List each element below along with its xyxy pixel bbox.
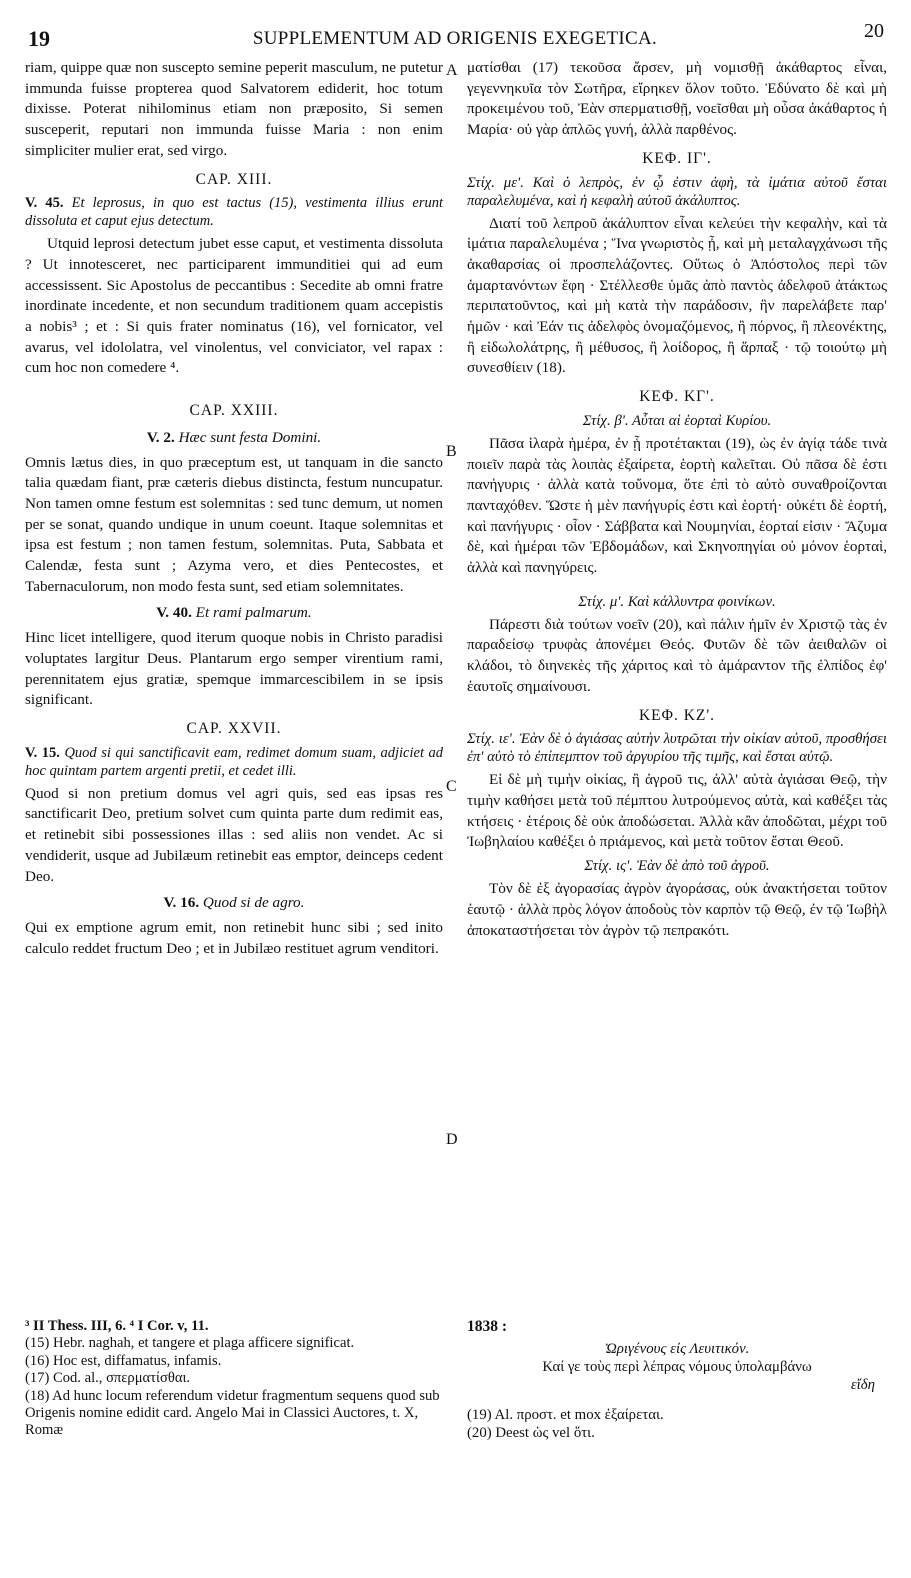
- footnotes-right: [467, 1318, 887, 1442]
- footnote-notes: [467, 1406, 887, 1442]
- verse-text: Et rami palmarum.: [195, 604, 312, 622]
- verse-text: Quod si de agro.: [202, 894, 305, 912]
- page-header: [20, 18, 890, 51]
- latin-paragraph: Quod si non pretium domus vel agri quis, sed eas ipsas res sanctificarit Deo, pretium solvet cum quinta parte dum redimit eas, et retinebit sibi possessiones illas : sed aliis non vendet. Ac si vendiderit, usque ad Jubilæum retinebit eas emptor, deinceps cedent Deo.: [25, 784, 443, 885]
- verse-heading: Στίχ. με'. Καὶ ὁ λεπρὸς, ἐν ᾧ ἐστιν ἀφὴ, τὰ ἱμάτια αὐτοῦ ἔσται παραλελυμένα, καὶ ἡ κεφαλὴ αὐτοῦ ἀκάλυπτος.: [467, 174, 887, 209]
- chapter-heading: CAP. XXIII.: [189, 402, 279, 420]
- verse-label: V. 15.: [25, 744, 60, 761]
- verse-label: V. 16.: [163, 894, 200, 912]
- greek-paragraph: ματίσθαι (17) τεκοῦσα ἄρσεν, μὴ νομισθῇ ἀκάθαρτος εἶναι, γεγεννηκυῖα τὸν Σωτῆρα, εἴρηκεν ὅλον τοῦτο. Ἐδύνατο δὲ καὶ μὴ προκειμένου τοῦ, Ἐὰν σπερματισθῇ, νοεῖσθαι μὴ οὖσα ἀκάθαρτος ἡ Μαρία· οὐ γὰρ ἁπλῶς γυνή, ἀλλὰ παρθένος.: [467, 59, 887, 139]
- chapter-heading: ΚΕΦ. ΚΓ'.: [639, 388, 715, 406]
- greek-paragraph: Τὸν δὲ ἐξ ἀγορασίας ἀγρὸν ἀγοράσας, οὐκ ἀνακτήσεται τοῦτον ἑαυτῷ · ἀλλὰ πρὸς λόγον ἀποδοὺς τὸν καρπὸν τῷ Θεῷ, ἐν τῷ Ἰωβὴλ ἀποκαταστήσεται τὸν ἀγρὸν τῷ πεπρακότι.: [467, 880, 887, 939]
- footnote: (15) Hebr. naghah, et tangere et plaga afficere significat.: [25, 1335, 355, 1352]
- chapter-heading: ΚΕΦ. ΚΖ'.: [638, 706, 716, 724]
- greek-paragraph: Εἰ δὲ μὴ τιμὴν οἰκίας, ἢ ἀγροῦ τις, ἀλλ' αὐτὰ ἁγιάσαι Θεῷ, τὴν τιμὴν καθήσει μετὰ τοῦ πέμπτου λυτρούμενος αὐτὰ, καὶ καθέξει τὰς κτήσεις · ἑτέροις δὲ οὐκ ἀποδώσεται. Ἀλλὰ κἂν ἀποδῶται, μέχρι τοῦ Ἰωβηλαίου καθέξει ὁ πριάμενος, καὶ μετὰ τοῦτον ἔσται Θεοῦ.: [467, 771, 887, 851]
- footnote-quote-end: εἴδη: [850, 1377, 875, 1393]
- verse-heading: [25, 893, 443, 914]
- greek-paragraph: Διατί τοῦ λεπροῦ ἀκάλυπτον εἶναι κελεύει τὴν κεφαλὴν, καὶ τὰ ἱμάτια παραλελυμένα ; Ἵνα γνωριστὸς ᾖ, καὶ μὴ μεταλαγχάνωσι τῆς ἀκαθαρσίας οἱ προσπελάζοντες. Οὕτως ὁ Ἀπόστολος περὶ τῶν ἁμαρτανόντων ἔφη · Στέλλεσθε ὑμᾶς ἀπὸ παντὸς ἀδελφοῦ ἀτάκτως περιπατοῦντος, καὶ μὴ κατὰ τὴν παράδοσιν, ἣν παρελάβετε παρ' ἡμῶν · καὶ Ἐάν τις ἀδελφὸς ὀνομαζόμενος, ἢ πόρνος, ἢ πλεονέκτης, ἢ εἰδωλολάτρης, ἢ μέθυσος, ἢ λοίδορος, ἢ ἅρπαξ · τῷ τοιούτῳ μὴ συνεσθίειν (18).: [467, 214, 887, 377]
- latin-paragraph: riam, quippe quæ non suscepto semine peperit masculum, ne putetur immunda fuisse propterea quod Salvatorem ediderit, hoc totum dixisse. Poterat nihilominus etiam non præposito, Si semen susceperit, reputari non immunda fuisse Maria : non enim simpliciter mulier erat, sed virgo.: [25, 59, 443, 159]
- footnote: (20) Deest ὡς vel ὅτι.: [467, 1425, 595, 1441]
- verse-heading: Στίχ. ιε'. Ἐὰν δὲ ὁ ἁγιάσας αὐτὴν λυτρῶται τὴν οἰκίαν αὐτοῦ, προσθήσει ἐπ' αὐτὸ τὸ ἐπίπεμπτον τοῦ ἀργυρίου τῆς τιμῆς, καὶ ἔσται αὐτῷ.: [467, 731, 887, 766]
- footnote: (16) Hoc est, diffamatus, infamis.: [25, 1352, 222, 1369]
- margin-marker-d: D: [446, 1131, 458, 1148]
- verse-label: V. 40.: [156, 604, 192, 622]
- footnote-date: 1838 :: [467, 1318, 508, 1335]
- verse-heading: [25, 428, 443, 449]
- verse-heading: [25, 744, 443, 780]
- verse-label: V. 45.: [25, 195, 64, 212]
- margin-marker-b: B: [446, 443, 457, 460]
- greek-column: [467, 58, 887, 945]
- latin-column: [25, 58, 443, 963]
- margin-marker-a: A: [446, 62, 458, 79]
- verse-label: V. 2.: [146, 428, 175, 446]
- page-number-left: 19: [28, 26, 50, 51]
- margin-marker-c: C: [446, 778, 457, 795]
- verse-text: Quod si qui sanctificavit eam, redimet domum suam, adjiciet ad hoc quintam partem argenti pretii, et cedet illi.: [25, 744, 444, 779]
- footnote-quote: Καί γε τοὺς περὶ λέπρας νόμους ὑπολαμβάνω: [542, 1359, 812, 1375]
- footnote: (18) Ad hunc locum referendum videtur fragmentum sequens quod sub Origenis nomine edidit card. Angelo Mai in Classici Auctores, t. X, Romæ: [25, 1387, 440, 1439]
- chapter-heading: CAP. XIII.: [195, 170, 273, 188]
- verse-heading: Στίχ. μ'. Καὶ κάλλυντρα φοινίκων.: [578, 593, 776, 610]
- footnote-citation: Ὠριγένους εἰς Λευιτικόν.: [604, 1341, 750, 1357]
- verse-text: Et leprosus, in quo est tactus (15), vestimenta illius erunt dissoluta et caput ejus detectum.: [25, 195, 443, 230]
- latin-paragraph: Utquid leprosi detectum jubet esse caput, et vestimenta dissoluta ? Ut innotesceret, nec participarent immunditiei qui ad eum accessissent. Sic Apostolus de peccantibus : Secedite ab omni fratre inordinate incedente, et non secundum traditionem quam accepistis a nobis³ ; et : Si quis frater nominatus (16), vel fornicator, vel avarus, vel idololatra, vel vinolentus, vel conviciator, vel rapax : cum hoc non comedere ⁴.: [25, 235, 443, 377]
- chapter-heading: CAP. XXVII.: [186, 719, 282, 737]
- verse-heading: [25, 194, 443, 230]
- greek-paragraph: Πᾶσα ἱλαρὰ ἡμέρα, ἐν ᾗ προτέτακται (19), ὡς ἐν ἁγίᾳ τάδε τινὰ ποιεῖν παρὰ τὰς λοιπὰς ἐξαίρετα, ἑορτὴ καλεῖται. Οὐ πᾶσα δὲ ἐστι πανήγυρις · ἀλλὰ κατὰ τοὔνομα, ὅτε ἐπὶ τὸ αὐτὸ συναθροίζονται πανταχόθεν. Ὥστε ἡ μὲν πανήγυρίς ἐστι καὶ ἑορτή· οὐκέτι δὲ ἑορτή, καὶ πανήγυρις · οἷον · Σάββατα καὶ Νουμηνίαι, ἑορταί εἰσιν · Ἄζυμα δὲ, καὶ ἡμέραι τῶν Ἑβδομάδων, καὶ Σκηνοπηγίαι οὐ μόνον ἑορταὶ, ἀλλὰ καὶ πανηγύρεις.: [467, 434, 887, 577]
- footnote: (19) Al. προστ. et mox ἐξαίρεται.: [467, 1407, 664, 1423]
- verse-heading: Στίχ. ις'. Ἐὰν δὲ ἀπὸ τοῦ ἀγροῦ.: [584, 858, 770, 875]
- footnote: (17) Cod. al., σπερματίσθαι.: [25, 1370, 191, 1387]
- verse-text: Hæc sunt festa Domini.: [178, 428, 322, 446]
- running-title: SUPPLEMENTUM AD ORIGENIS EXEGETICA.: [252, 28, 658, 49]
- verse-heading: [25, 603, 443, 624]
- latin-paragraph: Hinc licet intelligere, quod iterum quoque nobis in Christo paradisi voluptates largitur Deus. Plantarum ergo semper virentium rami, perennitatem ejus gratiæ, spemque immarcescibilem in se ipsis significant.: [25, 629, 443, 709]
- footnotes-left: [25, 1318, 443, 1440]
- verse-heading: Στίχ. β'. Αὗται αἱ ἑορταὶ Κυρίου.: [582, 412, 772, 429]
- chapter-heading: ΚΕΦ. ΙΓ'.: [642, 149, 712, 167]
- latin-paragraph: Qui ex emptione agrum emit, non retinebit hunc sibi ; sed inito calculo reddet fructum Deo ; et in Jubilæo restituet agrum venditori.: [25, 918, 443, 957]
- greek-paragraph: Πάρεστι διὰ τούτων νοεῖν (20), καὶ πάλιν ἡμῖν ἐν Χριστῷ τὰς ἐν παραδείσῳ τρυφὰς ἀπονέμει Θεός. Φυτῶν δὲ τῶν ἀειθαλῶν οἱ κλάδοι, τὸ διηνεκὲς τῆς χάριτος καὶ τὸ ἀμάραντον τῆς ἐλπίδος ἐφ' ἑαυτοῖς σημαίνουσι.: [467, 615, 887, 695]
- page-number-right: 20: [864, 20, 884, 42]
- footnote-refs: ³ II Thess. III, 6. ⁴ I Cor. v, 11.: [25, 1318, 209, 1334]
- latin-paragraph: Omnis lætus dies, in quo præceptum est, ut tanquam in die sancto talia quædam fiant, præ cæteris diebus distincta, festum nuncupatur. Non tamen omne festum est solemnitas : sed tunc demum, ut nomen per se sonat, quando undique in unum coeunt. Itaque solemnitas et ipsa est festum ; non tamen festum, solemnitas. Puta, Sabbata et Calendæ, festa sunt ; Azyma vero, et dies Pentecostes, et Tabernaculorum, non modo festa sunt, sed etiam solemnitates.: [25, 453, 443, 595]
